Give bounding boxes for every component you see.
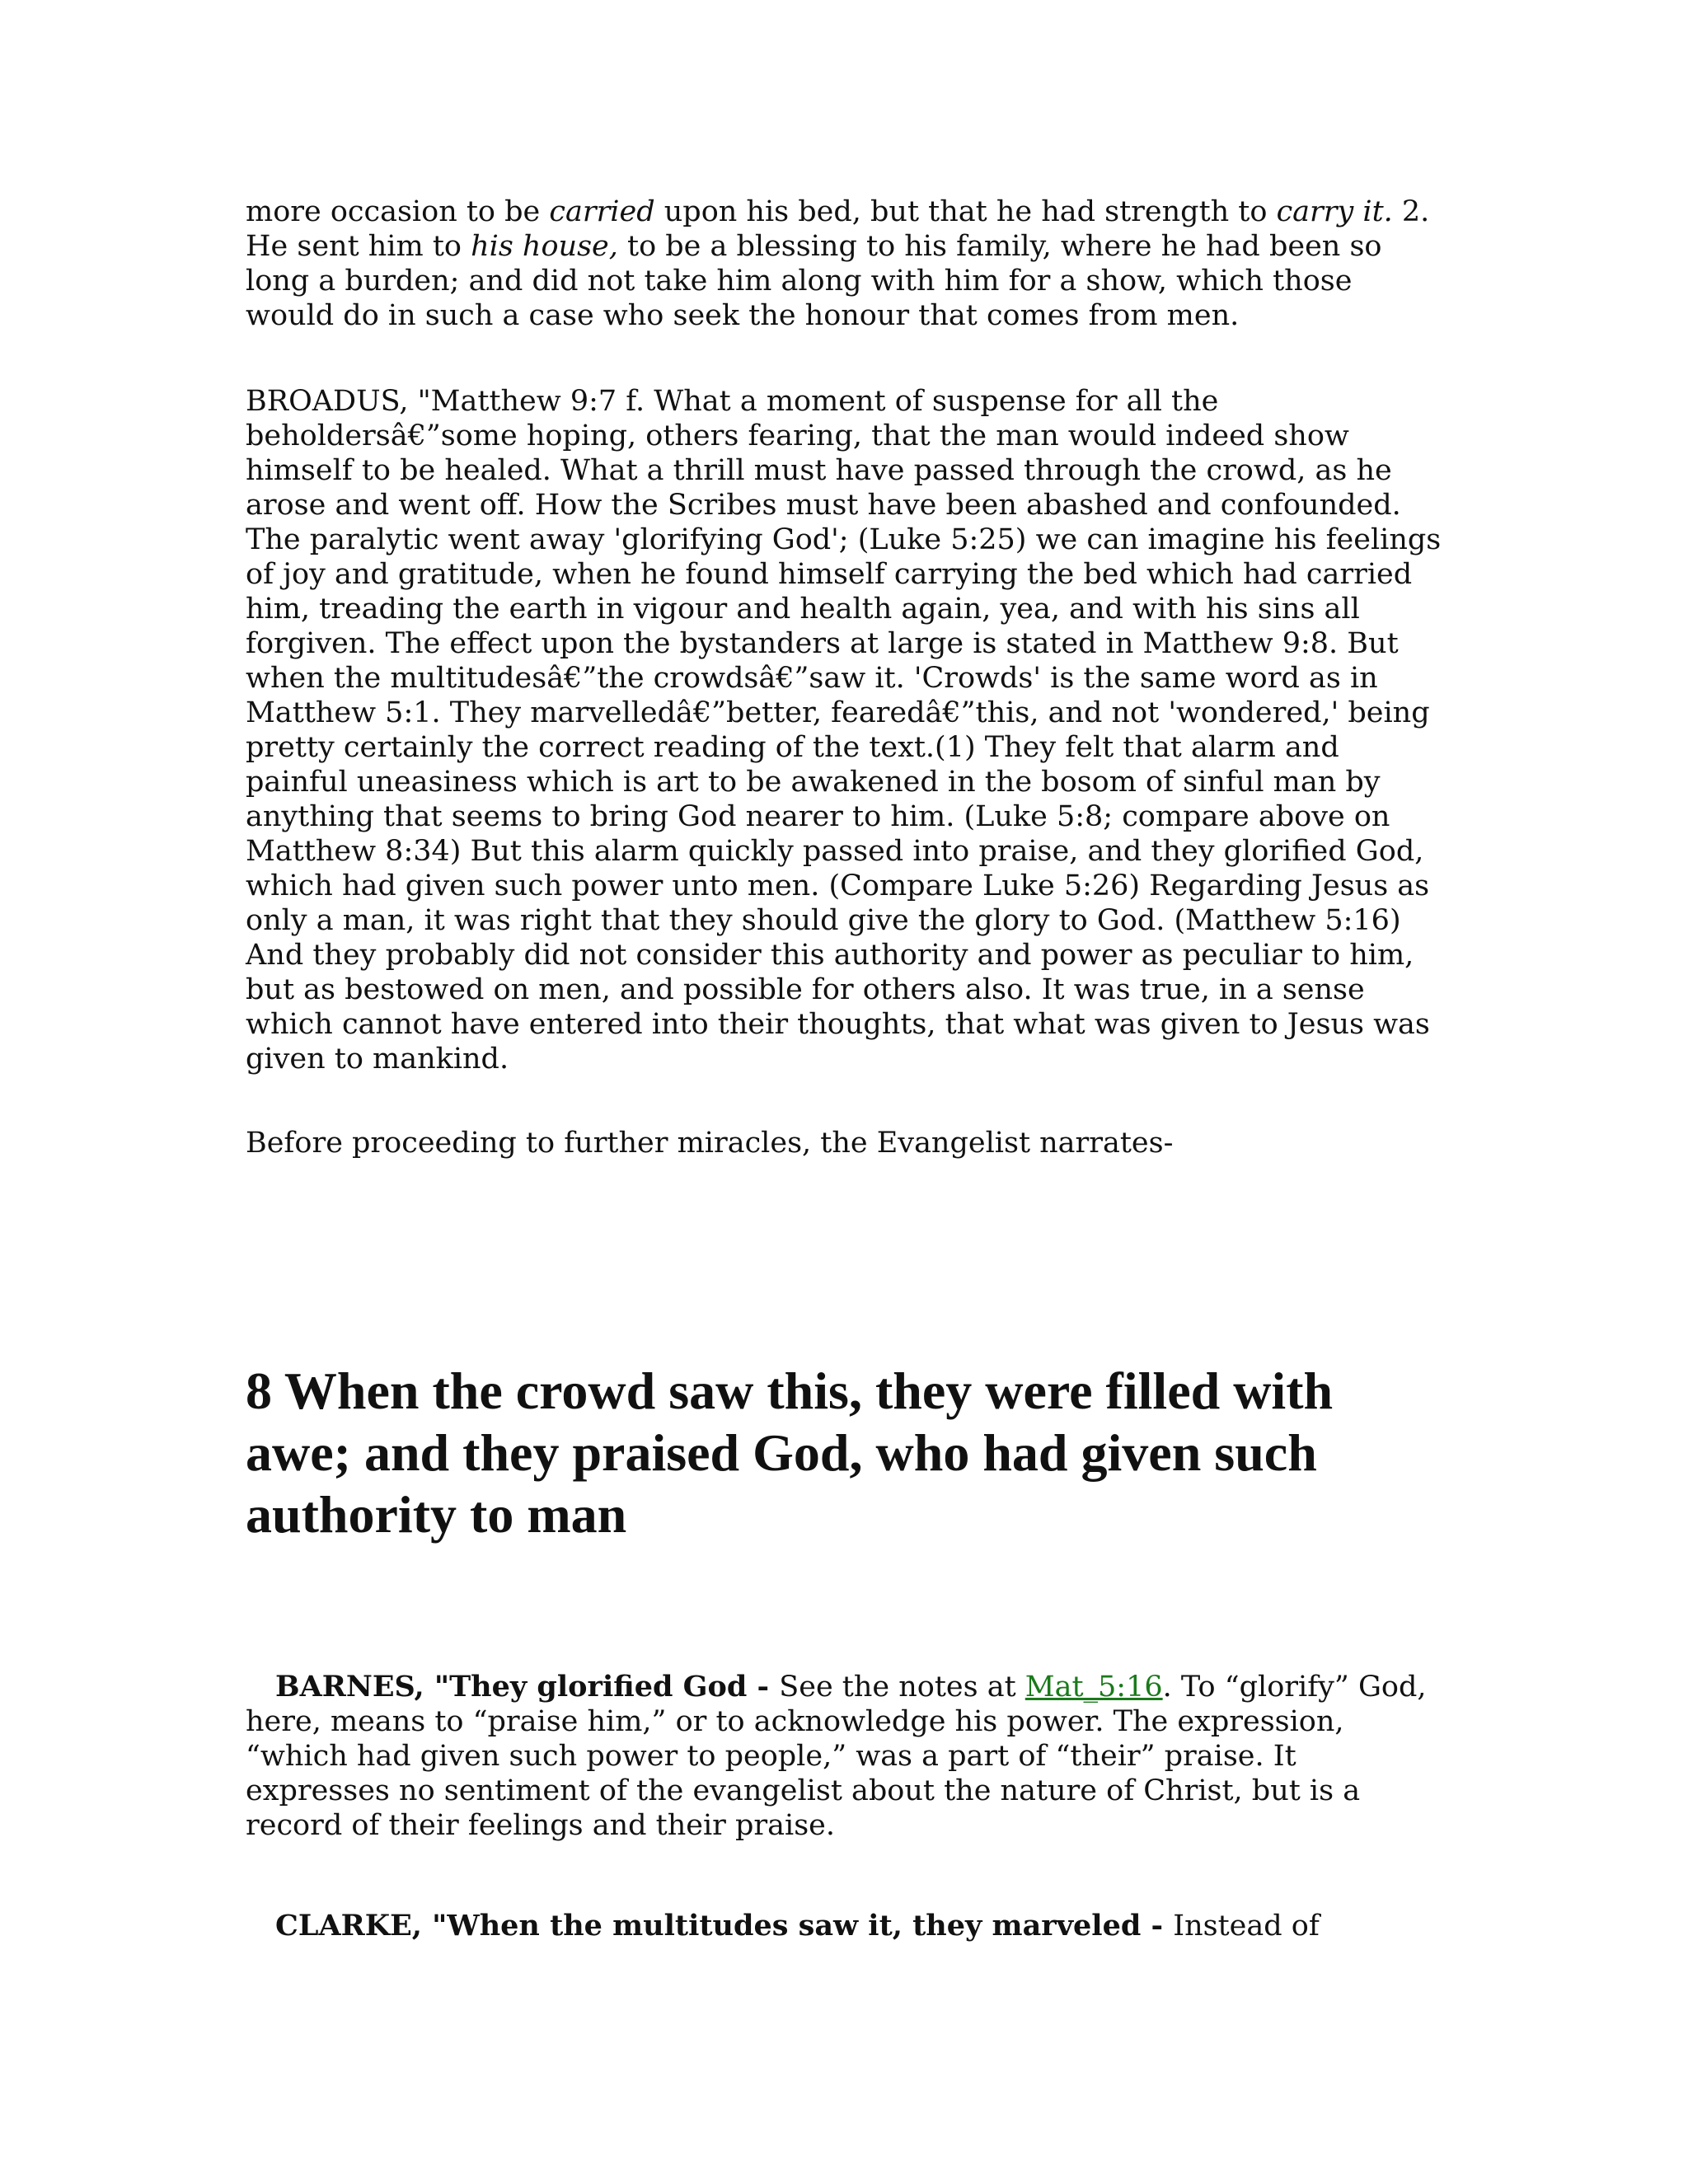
text: more occasion to be [246, 195, 550, 228]
text: See the notes at [779, 1671, 1025, 1704]
text: . To “glorify” God, here, means to “praise him,” or to acknowledge his power. The expression, “which had given such power to people,” was a part of “their” praise. It expresses no sentiment of the evangelist about the nature of Christ, but is a record of their feelings and their praise. [246, 1671, 1427, 1842]
commentary-clarke [246, 1909, 1449, 1943]
verse-heading: 8 When the crowd saw this, they were filled with awe; and they praised God, who had given such authority to man [246, 1361, 1334, 1544]
emphasis-carried: carried [549, 195, 655, 228]
text: Instead of [1173, 1910, 1320, 1943]
scripture-reference-link[interactable]: Mat_5:16 [1025, 1671, 1163, 1704]
text: 2. He sent him to [246, 195, 1430, 263]
commentary-lead: CLARKE, "When the multitudes saw it, they marveled - [275, 1909, 1174, 1943]
paragraph-henry-continuation [246, 194, 1449, 333]
commentary-lead: BARNES, "They glorified God - [275, 1670, 780, 1704]
text: upon his bed, but that he had strength to [654, 195, 1277, 228]
commentary-barnes [246, 1670, 1449, 1843]
paragraph-broadus: BROADUS, "Matthew 9:7 f. What a moment of suspense for all the beholdersâ€”some hoping, others fearing, that the man would indeed show himself to be healed. What a thrill must have passed through the crowd, as he arose and went off. How the Scribes must have been abashed and confounded. The paralytic went away 'glorifying God'; (Luke 5:25) we can imagine his feelings of joy and gratitude, when he found himself carrying the bed which had carried him, treading the earth in vigour and health again, yea, and with his sins all forgiven. The effect upon the bystanders at large is stated in Matthew 9:8. But when the multitudesâ€”the crowdsâ€”saw it. 'Crowds' is the same word as in Matthew 5:1. They marvelledâ€”better, fearedâ€”this, and not 'wondered,' being pretty certainly the correct reading of the text.(1) They felt that alarm and painful uneasiness which is art to be awakened in the bosom of sinful man by anything that seems to bring God nearer to him. (Luke 5:8; compare above on Matthew 8:34) But this alarm quickly passed into praise, and they glorified God, which had given such power unto men. (Compare Luke 5:26) Regarding Jesus as only a man, it was right that they should give the glory to God. (Matthew 5:16) And they probably did not consider this authority and power as peculiar to him, but as bestowed on men, and possible for others also. It was true, in a sense which cannot have entered into their thoughts, that what was given to Jesus was given to mankind. [246, 385, 1442, 1076]
paragraph-transition: Before proceeding to further miracles, the Evangelist narrates- [246, 1127, 1174, 1160]
emphasis-carry-it: carry it. [1276, 195, 1393, 228]
text: to be a blessing to his family, where he had been so long a burden; and did not take him along with him for a show, which those would do in such a case who seek the honour that comes from men. [246, 230, 1382, 332]
document-page [246, 194, 1449, 1943]
emphasis-his-house: his house, [471, 230, 618, 263]
